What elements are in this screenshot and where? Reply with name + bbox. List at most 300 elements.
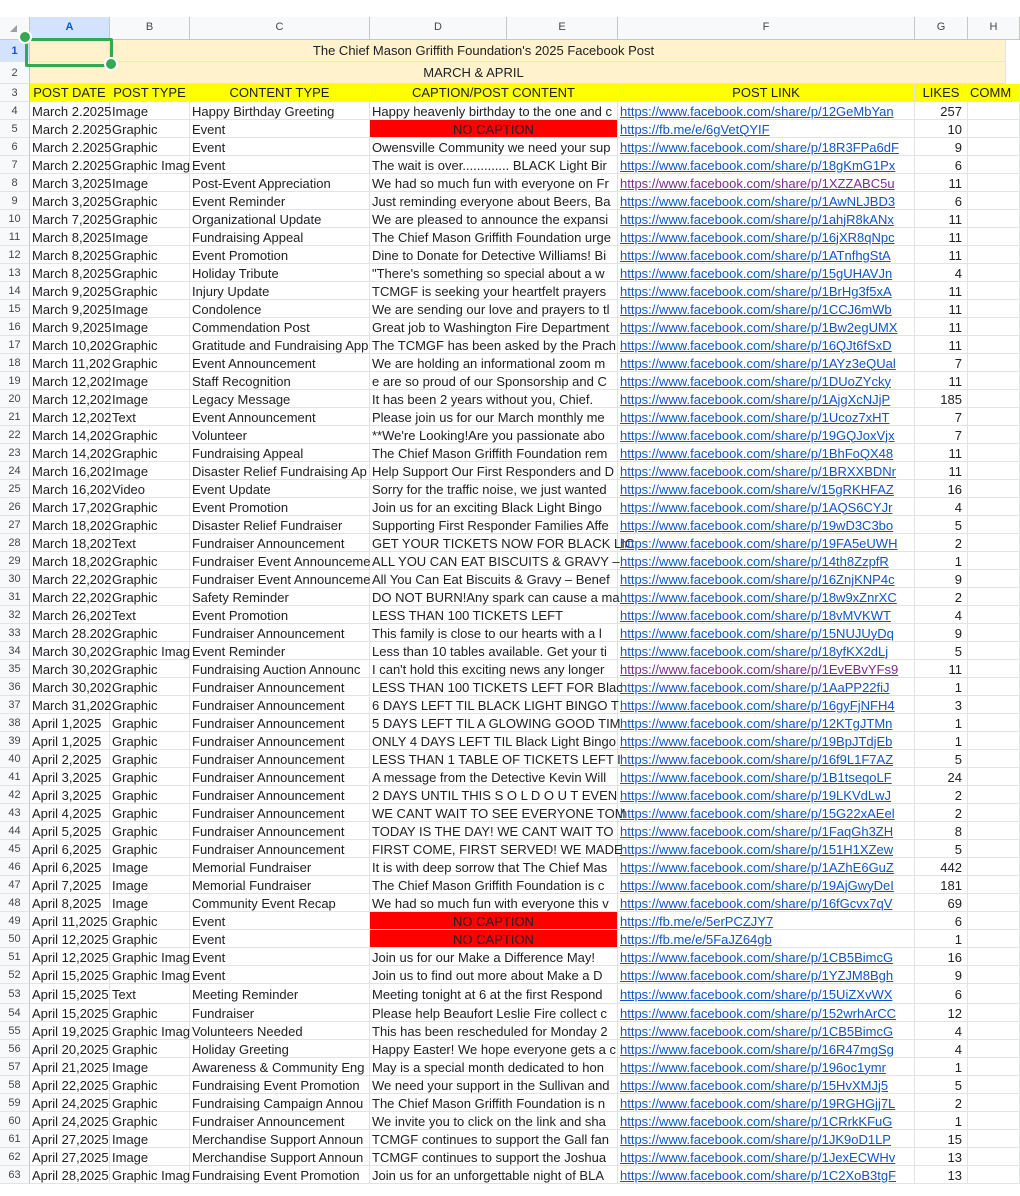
caption-cell[interactable]: Please help Beaufort Leslie Fire collect c (370, 1004, 618, 1022)
post-link[interactable]: https://www.facebook.com/share/p/16f9L1F7AZ (618, 750, 915, 768)
post-date-cell[interactable]: March 17,202 (32, 499, 112, 515)
likes-cell[interactable]: 2 (915, 534, 968, 552)
post-type-cell[interactable]: Graphic (110, 246, 190, 264)
post-link[interactable]: https://www.facebook.com/share/p/15HvXMJj5 (618, 1076, 915, 1094)
no-caption-cell[interactable]: NO CAPTION (370, 120, 618, 138)
post-type-cell[interactable]: Graphic (110, 1040, 190, 1058)
row-header[interactable]: 40 (0, 750, 30, 768)
comments-cell[interactable] (968, 570, 1020, 588)
row-header[interactable]: 14 (0, 282, 30, 300)
column-header-b[interactable]: B (110, 17, 190, 40)
post-type-cell[interactable]: Graphic Imag (112, 1023, 191, 1039)
row-header[interactable]: 22 (0, 426, 30, 444)
caption-cell[interactable]: This family is close to our hearts with a l (370, 624, 618, 642)
row-header[interactable]: 35 (0, 660, 30, 678)
comments-cell[interactable] (968, 966, 1020, 984)
no-caption-cell[interactable]: NO CAPTION (370, 930, 618, 948)
row-header[interactable]: 26 (0, 498, 30, 516)
content-type-cell[interactable]: Disaster Relief Fundraiser (190, 516, 370, 534)
likes-cell[interactable]: 8 (915, 822, 968, 840)
content-type-cell[interactable]: Event (190, 930, 370, 948)
post-type-cell[interactable]: Graphic (110, 264, 190, 282)
post-date-cell[interactable]: March 30,202 (32, 643, 112, 659)
comments-cell[interactable] (968, 462, 1020, 480)
post-type-cell[interactable]: Graphic (110, 750, 190, 768)
row-header[interactable]: 21 (0, 408, 30, 426)
comments-cell[interactable] (968, 768, 1020, 786)
post-type-cell[interactable]: Image (110, 228, 190, 246)
post-type-cell[interactable]: Text (110, 606, 190, 624)
post-link[interactable]: https://www.facebook.com/share/p/16ZnjKNP4c (618, 570, 915, 588)
caption-cell[interactable]: The wait is over............. BLACK Light Bir (370, 156, 618, 174)
likes-cell[interactable]: 2 (915, 804, 968, 822)
row-header[interactable]: 62 (0, 1148, 30, 1166)
row-header[interactable]: 58 (0, 1076, 30, 1094)
comments-cell[interactable] (968, 714, 1020, 732)
row-header[interactable]: 48 (0, 894, 30, 912)
row-header[interactable]: 42 (0, 786, 30, 804)
post-link[interactable]: https://www.facebook.com/share/p/1YZJM8Bgh (618, 966, 915, 984)
comments-cell[interactable] (968, 408, 1020, 426)
post-date-cell[interactable]: March 2.2025 (32, 103, 112, 119)
caption-cell[interactable]: We are sending our love and prayers to tl (370, 300, 618, 318)
post-type-cell[interactable]: Graphic (110, 1094, 190, 1112)
row-header[interactable]: 11 (0, 228, 30, 246)
caption-cell[interactable]: 6 DAYS LEFT TIL BLACK LIGHT BINGO T (372, 697, 619, 713)
post-link[interactable]: https://fb.me/e/5FaJZ64gb (618, 930, 915, 948)
post-date-cell[interactable]: April 4,2025 (30, 804, 110, 822)
caption-cell[interactable]: 2 DAYS UNTIL THIS S O L D O U T EVEN (372, 787, 618, 803)
post-date-cell[interactable]: April 2,2025 (30, 750, 110, 768)
likes-cell[interactable]: 4 (915, 498, 968, 516)
post-link[interactable]: https://www.facebook.com/share/p/1AQS6CYJr (618, 498, 915, 516)
content-type-cell[interactable]: Fundraiser Announcement (190, 786, 370, 804)
content-type-cell[interactable]: Fundraiser (190, 1004, 370, 1022)
caption-cell[interactable]: Meeting tonight at 6 at the first Respond (370, 984, 618, 1004)
post-date-cell[interactable]: April 27,2025 (32, 1149, 109, 1165)
post-link[interactable]: https://www.facebook.com/share/p/19GQJoxVjx (618, 426, 915, 444)
content-type-cell[interactable]: Disaster Relief Fundraising Ap (190, 462, 370, 480)
post-type-cell[interactable]: Graphic (110, 1112, 190, 1130)
column-header-e[interactable]: E (507, 17, 618, 40)
likes-cell[interactable]: 6 (915, 192, 968, 210)
row-header[interactable]: 28 (0, 534, 30, 552)
caption-cell[interactable]: We are pleased to announce the expansi (370, 210, 618, 228)
caption-cell[interactable]: LESS THAN 1 TABLE OF TICKETS LEFT I (372, 751, 621, 767)
row-header[interactable]: 8 (0, 174, 30, 192)
content-type-cell[interactable]: Event (190, 138, 370, 156)
comments-cell[interactable] (968, 1058, 1020, 1076)
likes-cell[interactable]: 442 (915, 858, 968, 876)
post-link[interactable]: https://www.facebook.com/share/p/19RGHGjj7L (618, 1094, 915, 1112)
comments-cell[interactable] (968, 516, 1020, 534)
caption-cell[interactable]: We need your support in the Sullivan and (370, 1076, 618, 1094)
caption-cell[interactable]: This has been rescheduled for Monday 2 (370, 1022, 618, 1040)
caption-cell[interactable]: Owensville Community we need your sup (370, 138, 618, 156)
sheet-subtitle[interactable]: MARCH & APRIL (30, 62, 1006, 84)
caption-cell[interactable]: A message from the Detective Kevin Will (370, 768, 618, 786)
comments-cell[interactable] (968, 1166, 1020, 1184)
post-link[interactable]: https://www.facebook.com/share/p/196oc1ymr (618, 1058, 915, 1076)
caption-cell[interactable]: WE CANT WAIT TO SEE EVERYONE TOM (372, 805, 626, 821)
post-link[interactable]: https://www.facebook.com/share/p/16jXR8qNpc (618, 228, 915, 246)
post-date-cell[interactable]: April 28,2025 (32, 1167, 109, 1183)
post-type-cell[interactable]: Image (110, 462, 190, 480)
post-type-cell[interactable]: Image (110, 102, 190, 120)
content-type-cell[interactable]: Fundraiser Event Announceme (192, 571, 371, 587)
caption-cell[interactable]: TCMGF is seeking your heartfelt prayers (370, 282, 618, 300)
content-type-cell[interactable]: Event (190, 948, 370, 966)
comments-cell[interactable] (968, 390, 1020, 408)
post-date-cell[interactable]: March 10,202 (32, 337, 112, 353)
likes-cell[interactable]: 11 (915, 318, 968, 336)
likes-cell[interactable]: 1 (915, 714, 968, 732)
comments-cell[interactable] (968, 1130, 1020, 1148)
likes-cell[interactable]: 5 (915, 642, 968, 660)
content-type-cell[interactable]: Safety Reminder (190, 588, 370, 606)
content-type-cell[interactable]: Event Update (190, 480, 370, 498)
content-type-cell[interactable]: Fundraiser Event Announceme (192, 553, 371, 569)
post-date-cell[interactable]: April 5,2025 (30, 822, 110, 840)
likes-cell[interactable]: 16 (915, 480, 968, 498)
row-header[interactable]: 41 (0, 768, 30, 786)
content-type-cell[interactable]: Fundraiser Announcement (190, 768, 370, 786)
post-link[interactable]: https://www.facebook.com/share/p/151H1XZew (618, 840, 915, 858)
caption-cell[interactable]: TCMGF continues to support the Gall fan (370, 1130, 618, 1148)
caption-cell[interactable]: It has been 2 years without you, Chief. (370, 390, 618, 408)
comments-cell[interactable] (968, 210, 1020, 228)
comments-cell[interactable] (968, 732, 1020, 750)
comments-cell[interactable] (968, 948, 1020, 966)
comments-cell[interactable] (968, 750, 1020, 768)
post-type-cell[interactable]: Video (110, 480, 190, 498)
row-header[interactable]: 56 (0, 1040, 30, 1058)
post-link[interactable]: https://www.facebook.com/share/p/1BhFoQX48 (618, 444, 915, 462)
likes-cell[interactable]: 9 (915, 624, 968, 642)
row-header[interactable]: 24 (0, 462, 30, 480)
post-link[interactable]: https://www.facebook.com/share/v/15gRKHFAZ (618, 480, 915, 498)
post-type-cell[interactable]: Graphic (110, 426, 190, 444)
content-type-cell[interactable]: Event Reminder (190, 192, 370, 210)
caption-cell[interactable]: Join us for an exciting Black Light Bingo (370, 498, 618, 516)
post-type-cell[interactable]: Graphic (110, 210, 190, 228)
content-type-cell[interactable]: Event Promotion (190, 498, 370, 516)
post-link[interactable]: https://www.facebook.com/share/p/1BRXXBDNr (618, 462, 915, 480)
content-type-cell[interactable]: Event (190, 156, 370, 174)
post-date-cell[interactable]: March 9,2025 (32, 319, 112, 335)
likes-cell[interactable]: 2 (915, 1094, 968, 1112)
content-type-cell[interactable]: Organizational Update (190, 210, 370, 228)
likes-cell[interactable]: 1 (915, 930, 968, 948)
likes-cell[interactable]: 13 (915, 1166, 968, 1184)
comments-cell[interactable] (968, 1076, 1020, 1094)
likes-cell[interactable]: 6 (915, 912, 968, 930)
post-type-cell[interactable]: Image (110, 894, 190, 912)
post-type-cell[interactable]: Graphic Imag (112, 1167, 191, 1183)
caption-cell[interactable]: ONLY 4 DAYS LEFT TIL Black Light Bingo (372, 733, 616, 749)
content-type-cell[interactable]: Fundraiser Announcement (190, 624, 370, 642)
post-type-cell[interactable]: Image (110, 390, 190, 408)
likes-cell[interactable]: 4 (915, 264, 968, 282)
row-header[interactable]: 2 (0, 62, 30, 84)
post-type-cell[interactable]: Graphic (110, 768, 190, 786)
comments-cell[interactable] (968, 696, 1020, 714)
likes-cell[interactable]: 7 (915, 408, 968, 426)
likes-cell[interactable]: 11 (915, 372, 968, 390)
post-link[interactable]: https://www.facebook.com/share/p/15NUJUyDq (618, 624, 915, 642)
row-header[interactable]: 1 (0, 40, 30, 62)
row-header[interactable]: 27 (0, 516, 30, 534)
post-type-cell[interactable]: Graphic (110, 552, 190, 570)
likes-cell[interactable]: 1 (915, 1058, 968, 1076)
likes-cell[interactable]: 2 (915, 588, 968, 606)
post-link[interactable]: https://www.facebook.com/share/p/18w9xZnrXC (618, 588, 915, 606)
post-date-cell[interactable]: March 11,202 (32, 355, 111, 371)
row-header[interactable]: 63 (0, 1166, 30, 1184)
post-link[interactable]: https://www.facebook.com/share/p/19FA5eUWH (618, 534, 915, 552)
post-type-cell[interactable]: Image (110, 1148, 190, 1166)
caption-cell[interactable]: **We're Looking!Are you passionate abo (370, 426, 618, 444)
column-label[interactable]: LIKES (915, 84, 968, 102)
comments-cell[interactable] (968, 318, 1020, 336)
content-type-cell[interactable]: Commendation Post (190, 318, 370, 336)
likes-cell[interactable]: 11 (915, 462, 968, 480)
post-type-cell[interactable]: Text (110, 984, 190, 1004)
likes-cell[interactable]: 69 (915, 894, 968, 912)
post-date-cell[interactable]: March 9,2025 (32, 301, 112, 317)
post-type-cell[interactable]: Graphic (110, 336, 190, 354)
row-header[interactable]: 33 (0, 624, 30, 642)
row-header[interactable]: 12 (0, 246, 30, 264)
post-type-cell[interactable]: Graphic (110, 138, 190, 156)
column-header-f[interactable]: F (618, 17, 915, 40)
comments-cell[interactable] (968, 300, 1020, 318)
caption-cell[interactable]: GET YOUR TICKETS NOW FOR BLACK LIC (372, 535, 635, 551)
likes-cell[interactable]: 5 (915, 1076, 968, 1094)
row-header[interactable]: 30 (0, 570, 30, 588)
comments-cell[interactable] (968, 426, 1020, 444)
likes-cell[interactable]: 5 (915, 516, 968, 534)
post-date-cell[interactable]: April 22,2025 (32, 1077, 109, 1093)
content-type-cell[interactable]: Memorial Fundraiser (190, 876, 370, 894)
content-type-cell[interactable]: Event Promotion (190, 606, 370, 624)
row-header[interactable]: 18 (0, 354, 30, 372)
post-link[interactable]: https://www.facebook.com/share/p/1XZZABC5u (618, 174, 915, 192)
post-link[interactable]: https://www.facebook.com/share/p/1JK9oD1LP (618, 1130, 915, 1148)
caption-cell[interactable]: We invite you to click on the link and sha (370, 1112, 618, 1130)
post-type-cell[interactable]: Graphic Imag (112, 643, 191, 659)
column-header-h[interactable]: H (968, 17, 1020, 40)
caption-cell[interactable]: Supporting First Responder Families Affe (370, 516, 618, 534)
post-link[interactable]: https://www.facebook.com/share/p/1EvEBvYFs9 (618, 660, 915, 678)
content-type-cell[interactable]: Gratitude and Fundraising App (192, 337, 369, 353)
post-date-cell[interactable]: April 15,2025 (32, 967, 109, 983)
post-type-cell[interactable]: Graphic (110, 804, 190, 822)
caption-cell[interactable]: The Chief Mason Griffith Foundation rem (370, 444, 618, 462)
comments-cell[interactable] (968, 282, 1020, 300)
post-link[interactable]: https://www.facebook.com/share/p/1C2XoB3tgF (618, 1166, 915, 1184)
content-type-cell[interactable]: Post-Event Appreciation (190, 174, 370, 192)
likes-cell[interactable]: 11 (915, 336, 968, 354)
caption-cell[interactable]: DO NOT BURN!Any spark can cause a ma (372, 589, 620, 605)
content-type-cell[interactable]: Injury Update (190, 282, 370, 300)
row-header[interactable]: 7 (0, 156, 30, 174)
likes-cell[interactable]: 24 (915, 768, 968, 786)
likes-cell[interactable]: 257 (915, 102, 968, 120)
content-type-cell[interactable]: Memorial Fundraiser (190, 858, 370, 876)
post-date-cell[interactable]: April 12,2025 (32, 949, 109, 965)
post-link[interactable]: https://www.facebook.com/share/p/15gUHAVJn (618, 264, 915, 282)
content-type-cell[interactable]: Fundraiser Announcement (190, 534, 370, 552)
comments-cell[interactable] (968, 534, 1020, 552)
post-link[interactable]: https://www.facebook.com/share/p/1B1tseqoLF (618, 768, 915, 786)
post-link[interactable]: https://fb.me/e/5erPCZJY7 (618, 912, 915, 930)
comments-cell[interactable] (968, 804, 1020, 822)
comments-cell[interactable] (968, 930, 1020, 948)
no-caption-cell[interactable]: NO CAPTION (370, 912, 618, 930)
row-header[interactable]: 20 (0, 390, 30, 408)
row-header[interactable]: 37 (0, 696, 30, 714)
post-date-cell[interactable]: March 18,202 (32, 517, 112, 533)
post-date-cell[interactable]: April 27,2025 (32, 1131, 109, 1147)
row-header[interactable]: 3 (0, 84, 30, 102)
caption-cell[interactable]: TODAY IS THE DAY! WE CANT WAIT TO (370, 822, 618, 840)
row-header[interactable]: 17 (0, 336, 30, 354)
caption-cell[interactable]: Join us to find out more about Make a D (370, 966, 618, 984)
comments-cell[interactable] (968, 642, 1020, 660)
post-type-cell[interactable]: Graphic (110, 840, 190, 858)
post-link[interactable]: https://www.facebook.com/share/p/16R47mgSg (618, 1040, 915, 1058)
comments-cell[interactable] (968, 1040, 1020, 1058)
row-header[interactable]: 16 (0, 318, 30, 336)
comments-cell[interactable] (968, 678, 1020, 696)
row-header[interactable]: 10 (0, 210, 30, 228)
likes-cell[interactable]: 9 (915, 570, 968, 588)
comments-cell[interactable] (968, 174, 1020, 192)
post-type-cell[interactable]: Image (110, 858, 190, 876)
comments-cell[interactable] (968, 786, 1020, 804)
post-date-cell[interactable]: March 3,2025 (32, 175, 112, 191)
post-type-cell[interactable]: Image (110, 318, 190, 336)
comments-cell[interactable] (968, 120, 1020, 138)
post-link[interactable]: https://www.facebook.com/share/p/14th8ZzpfR (618, 552, 915, 570)
post-link[interactable]: https://www.facebook.com/share/p/1AwNLJBD3 (618, 192, 915, 210)
post-type-cell[interactable]: Graphic (110, 786, 190, 804)
likes-cell[interactable]: 9 (915, 138, 968, 156)
likes-cell[interactable]: 11 (915, 300, 968, 318)
post-date-cell[interactable]: April 3,2025 (30, 768, 110, 786)
post-date-cell[interactable]: April 1,2025 (30, 732, 110, 750)
post-date-cell[interactable]: March 30,202 (32, 661, 112, 677)
row-header[interactable]: 50 (0, 930, 30, 948)
content-type-cell[interactable]: Fundraising Appeal (190, 228, 370, 246)
likes-cell[interactable]: 11 (915, 282, 968, 300)
post-type-cell[interactable]: Graphic (110, 1004, 190, 1022)
post-date-cell[interactable]: March 22,202 (32, 589, 112, 605)
comments-cell[interactable] (968, 894, 1020, 912)
likes-cell[interactable]: 7 (915, 426, 968, 444)
post-type-cell[interactable]: Graphic (110, 912, 190, 930)
row-header[interactable]: 57 (0, 1058, 30, 1076)
content-type-cell[interactable]: Happy Birthday Greeting (190, 102, 370, 120)
post-link[interactable]: https://www.facebook.com/share/p/1AjgXcNJjP (618, 390, 915, 408)
caption-cell[interactable]: 5 DAYS LEFT TIL A GLOWING GOOD TIM (372, 715, 621, 731)
post-link[interactable]: https://www.facebook.com/share/p/1Bw2egUMX (618, 318, 915, 336)
post-link[interactable]: https://www.facebook.com/share/p/1BrHg3f5xA (618, 282, 915, 300)
row-header[interactable]: 19 (0, 372, 30, 390)
post-date-cell[interactable]: March 31,202 (32, 697, 112, 713)
comments-cell[interactable] (968, 588, 1020, 606)
post-link[interactable]: https://www.facebook.com/share/p/19wD3C3bo (618, 516, 915, 534)
caption-cell[interactable]: Great job to Washington Fire Department (370, 318, 618, 336)
post-date-cell[interactable]: April 8,2025 (30, 894, 110, 912)
post-date-cell[interactable]: March 9,2025 (32, 283, 112, 299)
likes-cell[interactable]: 4 (915, 1022, 968, 1040)
column-header-c[interactable]: C (190, 17, 370, 40)
sheet-title[interactable]: The Chief Mason Griffith Foundation's 2025 Facebook Post (110, 40, 1006, 62)
comments-cell[interactable] (968, 498, 1020, 516)
row-header[interactable]: 53 (0, 984, 30, 1004)
post-link[interactable]: https://www.facebook.com/share/p/12GeMbYan (618, 102, 915, 120)
comments-cell[interactable] (968, 192, 1020, 210)
post-date-cell[interactable]: April 6,2025 (30, 858, 110, 876)
post-type-cell[interactable]: Graphic (110, 354, 190, 372)
likes-cell[interactable]: 15 (915, 1130, 968, 1148)
post-link[interactable]: https://www.facebook.com/share/p/1CB5BimcG (618, 1022, 915, 1040)
caption-cell[interactable]: All You Can Eat Biscuits & Gravy – Benef (370, 570, 618, 588)
column-label[interactable]: CAPTION/POST CONTENT (370, 84, 618, 102)
selection-handle-bottom-right[interactable] (104, 57, 118, 71)
column-label[interactable]: POST LINK (618, 84, 915, 102)
post-type-cell[interactable]: Graphic (110, 714, 190, 732)
row-header[interactable]: 5 (0, 120, 30, 138)
post-type-cell[interactable]: Graphic (110, 624, 190, 642)
caption-cell[interactable]: Less than 10 tables available. Get your ti (370, 642, 618, 660)
post-type-cell[interactable]: Text (110, 534, 190, 552)
caption-cell[interactable]: Dine to Donate for Detective Williams! Bi (370, 246, 618, 264)
post-type-cell[interactable]: Graphic (110, 120, 190, 138)
post-date-cell[interactable]: March 8,2025 (32, 265, 112, 281)
content-type-cell[interactable]: Fundraising Appeal (190, 444, 370, 462)
content-type-cell[interactable]: Community Event Recap (190, 894, 370, 912)
post-type-cell[interactable]: Text (110, 408, 190, 426)
caption-cell[interactable]: ALL YOU CAN EAT BISCUITS & GRAVY – (372, 553, 620, 569)
post-type-cell[interactable]: Graphic (110, 732, 190, 750)
row-header[interactable]: 32 (0, 606, 30, 624)
post-link[interactable]: https://www.facebook.com/share/p/1ahjR8kANx (618, 210, 915, 228)
row-header[interactable]: 47 (0, 876, 30, 894)
row-header[interactable]: 25 (0, 480, 30, 498)
caption-cell[interactable]: We had so much fun with everyone on Fr (370, 174, 618, 192)
post-date-cell[interactable]: April 21,2025 (32, 1059, 109, 1075)
post-link[interactable]: https://www.facebook.com/share/p/1AaPP22fiJ (618, 678, 915, 696)
content-type-cell[interactable]: Meeting Reminder (190, 984, 370, 1004)
caption-cell[interactable]: "There's something so special about a w (370, 264, 618, 282)
post-type-cell[interactable]: Graphic (110, 588, 190, 606)
post-link[interactable]: https://www.facebook.com/share/p/18yfKX2dLj (618, 642, 915, 660)
post-date-cell[interactable]: April 3,2025 (30, 786, 110, 804)
row-header[interactable]: 55 (0, 1022, 30, 1040)
post-link[interactable]: https://www.facebook.com/share/p/1CRrkKFuG (618, 1112, 915, 1130)
content-type-cell[interactable]: Event Announcement (190, 354, 370, 372)
post-type-cell[interactable]: Graphic (110, 930, 190, 948)
likes-cell[interactable]: 185 (915, 390, 968, 408)
content-type-cell[interactable]: Legacy Message (190, 390, 370, 408)
post-type-cell[interactable]: Graphic (110, 192, 190, 210)
row-header[interactable]: 45 (0, 840, 30, 858)
post-date-cell[interactable]: April 24,2025 (32, 1113, 109, 1129)
caption-cell[interactable]: FIRST COME, FIRST SERVED! WE MADE (372, 841, 623, 857)
